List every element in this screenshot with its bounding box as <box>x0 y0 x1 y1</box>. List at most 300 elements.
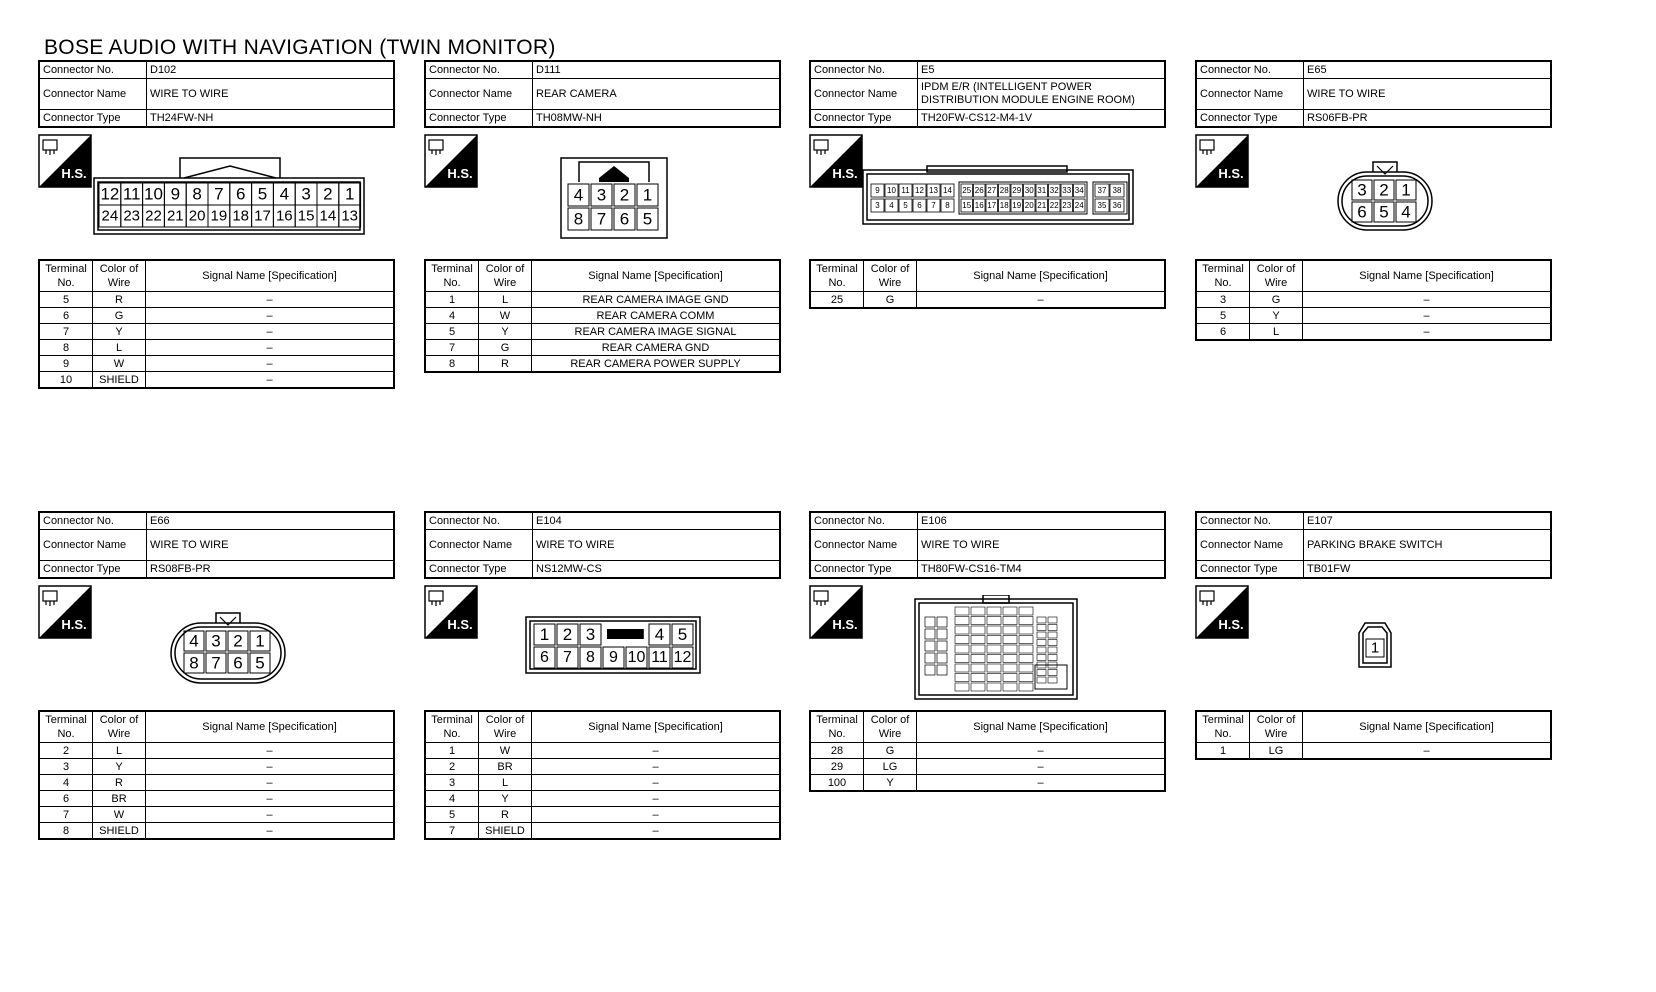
harness-side-icon <box>1195 134 1249 188</box>
connector-panel-e66 <box>38 511 395 851</box>
signal-name-cell: – <box>532 823 781 840</box>
connector-pin: 16 <box>974 201 984 210</box>
connector-pin: 5 <box>903 201 908 210</box>
terminal-no-cell: 10 <box>39 372 93 389</box>
terminal-table <box>424 710 781 840</box>
connector-header <box>1195 511 1552 579</box>
table-row <box>39 791 394 807</box>
connector-name-label: Connector Name <box>425 530 533 561</box>
table-row <box>810 292 1165 309</box>
connector-pin: 7 <box>931 201 936 210</box>
table-row <box>39 743 394 759</box>
terminal-no-cell: 8 <box>39 823 93 840</box>
signal-name-cell: – <box>532 791 781 807</box>
color-of-wire-header: Color of Wire <box>1250 260 1303 292</box>
color-of-wire-header: Color of Wire <box>93 260 146 292</box>
terminal-no-cell: 4 <box>425 791 479 807</box>
connector-panel-e107 <box>1195 511 1552 851</box>
table-row <box>1196 324 1551 341</box>
signal-name-cell: – <box>532 807 781 823</box>
connector-panel-d111 <box>424 60 781 400</box>
connector-pin: 6 <box>917 201 922 210</box>
connector-type-label: Connector Type <box>1196 110 1304 128</box>
terminal-table <box>38 259 395 389</box>
connector-pin: 32 <box>1049 186 1059 195</box>
connector-pin: 5 <box>255 653 265 673</box>
table-row <box>39 308 394 324</box>
terminal-no-cell: 2 <box>425 759 479 775</box>
connector-pin: 1 <box>1401 180 1411 200</box>
table-row <box>425 324 780 340</box>
signal-name-cell: REAR CAMERA IMAGE SIGNAL <box>532 324 781 340</box>
terminal-no-cell: 5 <box>39 292 93 308</box>
wire-color-cell: Y <box>479 791 532 807</box>
table-row <box>39 324 394 340</box>
wire-color-cell: Y <box>93 324 146 340</box>
connector-pin: 8 <box>189 653 199 673</box>
connector-pin: 3 <box>1357 180 1367 200</box>
connector-panel-e104 <box>424 511 781 851</box>
wire-color-cell: G <box>479 340 532 356</box>
terminal-no-cell: 7 <box>425 340 479 356</box>
terminal-no-cell: 6 <box>39 791 93 807</box>
terminal-no-cell: 5 <box>425 324 479 340</box>
connector-type-value: TH80FW-CS16-TM4 <box>918 561 1166 579</box>
terminal-table <box>809 259 1166 309</box>
connector-type-label: Connector Type <box>810 110 918 128</box>
terminal-no-cell: 1 <box>425 292 479 308</box>
connector-pin: 14 <box>943 186 952 195</box>
connector-pin: 31 <box>1037 186 1047 195</box>
signal-name-cell: – <box>532 743 781 759</box>
color-of-wire-header: Color of Wire <box>479 711 532 743</box>
connector-pin: 2 <box>233 631 243 651</box>
signal-name-cell: REAR CAMERA IMAGE GND <box>532 292 781 308</box>
hs-label: H.S. <box>447 166 473 181</box>
terminal-no-cell: 5 <box>425 807 479 823</box>
terminal-no-cell: 28 <box>810 743 864 759</box>
connector-pin: 13 <box>341 207 359 225</box>
terminal-no-cell: 5 <box>1196 308 1250 324</box>
connector-pin: 22 <box>1049 201 1059 210</box>
terminal-no-cell: 7 <box>39 324 93 340</box>
connector-pin: 2 <box>323 184 333 204</box>
color-of-wire-header: Color of Wire <box>864 260 917 292</box>
connector-pin: 8 <box>945 201 950 210</box>
connector-no-value: E107 <box>1304 512 1552 530</box>
wire-color-cell: L <box>479 775 532 791</box>
signal-name-cell: – <box>532 759 781 775</box>
terminal-no-cell: 9 <box>39 356 93 372</box>
wire-color-cell: R <box>479 807 532 823</box>
table-row <box>39 292 394 308</box>
connector-pin: 13 <box>929 186 938 195</box>
connector-face-diagram <box>168 611 288 687</box>
terminal-no-cell: 3 <box>39 759 93 775</box>
signal-name-cell: – <box>146 743 395 759</box>
connector-face-diagram <box>1355 619 1395 671</box>
connector-no-value: E65 <box>1304 61 1552 79</box>
connector-no-label: Connector No. <box>810 512 918 530</box>
table-row <box>39 356 394 372</box>
connector-no-value: D111 <box>533 61 781 79</box>
table-row <box>425 308 780 324</box>
connector-type-value: NS12MW-CS <box>533 561 781 579</box>
terminal-no-cell: 25 <box>810 292 864 309</box>
table-row <box>39 807 394 823</box>
wire-color-cell: SHIELD <box>479 823 532 840</box>
connector-pin: 29 <box>1012 186 1022 195</box>
connector-name-value: PARKING BRAKE SWITCH <box>1304 530 1552 561</box>
connector-panel-d102 <box>38 60 395 400</box>
connector-no-label: Connector No. <box>1196 512 1304 530</box>
signal-name-header: Signal Name [Specification] <box>532 711 781 743</box>
terminal-table <box>38 710 395 840</box>
connector-pin: 3 <box>211 631 221 651</box>
signal-name-header: Signal Name [Specification] <box>1303 260 1552 292</box>
signal-name-cell: – <box>146 324 395 340</box>
terminal-no-cell: 1 <box>425 743 479 759</box>
connector-pin: 22 <box>145 207 162 225</box>
connector-pin: 6 <box>235 184 246 204</box>
connector-pin: 6 <box>233 653 243 673</box>
connector-pin: 8 <box>573 209 584 229</box>
color-of-wire-header: Color of Wire <box>479 260 532 292</box>
terminal-no-header: Terminal No. <box>810 260 864 292</box>
table-row <box>39 823 394 840</box>
signal-name-cell: – <box>917 775 1166 792</box>
table-row <box>425 743 780 759</box>
connector-pin: 25 <box>962 186 972 195</box>
connector-pin: 9 <box>609 649 618 666</box>
connector-type-value: TB01FW <box>1304 561 1552 579</box>
connector-pin: 37 <box>1097 186 1107 195</box>
connector-name-value: WIRE TO WIRE <box>1304 79 1552 110</box>
signal-name-header: Signal Name [Specification] <box>917 711 1166 743</box>
connector-name-value: WIRE TO WIRE <box>533 530 781 561</box>
harness-side-icon <box>424 585 478 639</box>
terminal-no-header: Terminal No. <box>39 711 93 743</box>
connector-pin: 24 <box>1074 201 1084 210</box>
connector-pin: 10 <box>627 649 646 666</box>
signal-name-cell: – <box>146 292 395 308</box>
connector-pin: 36 <box>1112 201 1122 210</box>
terminal-no-cell: 8 <box>425 356 479 373</box>
connector-pin: 10 <box>887 186 896 195</box>
connector-pin: 14 <box>319 207 337 225</box>
connector-pin: 7 <box>211 653 221 673</box>
terminal-no-header: Terminal No. <box>810 711 864 743</box>
hs-label: H.S. <box>832 617 858 632</box>
terminal-no-cell: 6 <box>1196 324 1250 341</box>
terminal-no-cell: 7 <box>425 823 479 840</box>
connector-no-label: Connector No. <box>810 61 918 79</box>
signal-name-header: Signal Name [Specification] <box>1303 711 1552 743</box>
connector-type-value: RS08FB-PR <box>147 561 395 579</box>
connector-pin: 18 <box>232 207 250 225</box>
terminal-no-cell: 7 <box>39 807 93 823</box>
connector-pin: 11 <box>901 186 910 195</box>
connector-pin: 19 <box>210 207 228 225</box>
signal-name-cell: – <box>146 308 395 324</box>
wire-color-cell: G <box>93 308 146 324</box>
connector-pin: 6 <box>1357 202 1367 222</box>
harness-side-icon <box>38 585 92 639</box>
connector-pin: 20 <box>188 207 206 225</box>
hs-label: H.S. <box>1218 617 1244 632</box>
hs-label: H.S. <box>447 617 473 632</box>
table-row <box>1196 743 1551 760</box>
terminal-no-cell: 4 <box>39 775 93 791</box>
wire-color-cell: L <box>479 292 532 308</box>
harness-side-icon <box>809 585 863 639</box>
connector-pin: 4 <box>1401 202 1411 222</box>
connector-header <box>1195 60 1552 128</box>
terminal-no-cell: 1 <box>1196 743 1250 760</box>
signal-name-cell: – <box>532 775 781 791</box>
connector-pin: 2 <box>1379 180 1389 200</box>
table-row <box>39 759 394 775</box>
connector-pin: 3 <box>596 185 607 205</box>
connector-pin: 3 <box>585 625 596 644</box>
connector-pin: 4 <box>189 631 199 651</box>
connector-pin: 9 <box>170 184 181 204</box>
connector-pin: 9 <box>875 186 880 195</box>
signal-name-cell: – <box>146 775 395 791</box>
signal-name-header: Signal Name [Specification] <box>917 260 1166 292</box>
connector-type-label: Connector Type <box>39 561 147 579</box>
signal-name-cell: – <box>1303 308 1552 324</box>
table-row <box>425 791 780 807</box>
wire-color-cell: BR <box>93 791 146 807</box>
connector-face-diagram <box>92 156 367 236</box>
signal-name-cell: – <box>146 807 395 823</box>
wire-color-cell: R <box>93 775 146 791</box>
wire-color-cell: L <box>1250 324 1303 341</box>
signal-name-cell: – <box>146 356 395 372</box>
table-row <box>425 823 780 840</box>
terminal-no-cell: 8 <box>39 340 93 356</box>
signal-name-cell: – <box>146 340 395 356</box>
terminal-table <box>1195 259 1552 341</box>
color-of-wire-header: Color of Wire <box>93 711 146 743</box>
connector-pin: 21 <box>1037 201 1047 210</box>
connector-name-label: Connector Name <box>425 79 533 110</box>
wire-color-cell: Y <box>479 324 532 340</box>
connector-panel-e5 <box>809 60 1166 400</box>
connector-header <box>38 511 395 579</box>
connector-pin: 4 <box>279 184 290 204</box>
signal-name-cell: REAR CAMERA GND <box>532 340 781 356</box>
connector-type-value: TH08MW-NH <box>533 110 781 128</box>
connector-name-label: Connector Name <box>810 530 918 561</box>
connector-pin: 1 <box>344 184 355 204</box>
connector-type-value: TH20FW-CS12-M4-1V <box>918 110 1166 128</box>
connector-name-label: Connector Name <box>1196 79 1304 110</box>
connector-face-diagram <box>524 615 704 677</box>
connector-pin: 7 <box>563 649 572 666</box>
signal-name-cell: REAR CAMERA POWER SUPPLY <box>532 356 781 373</box>
wire-color-cell: Y <box>1250 308 1303 324</box>
wire-color-cell: R <box>479 356 532 373</box>
signal-name-header: Signal Name [Specification] <box>146 711 395 743</box>
table-row <box>1196 308 1551 324</box>
wire-color-cell: BR <box>479 759 532 775</box>
connector-pin: 30 <box>1024 186 1034 195</box>
table-row <box>425 356 780 373</box>
connector-name-label: Connector Name <box>1196 530 1304 561</box>
connector-no-value: E66 <box>147 512 395 530</box>
connector-pin: 1 <box>539 625 550 644</box>
table-row <box>425 759 780 775</box>
connector-no-value: E104 <box>533 512 781 530</box>
connector-pin: 11 <box>122 184 141 204</box>
color-of-wire-header: Color of Wire <box>864 711 917 743</box>
terminal-table <box>1195 710 1552 760</box>
table-row <box>1196 292 1551 308</box>
wire-color-cell: W <box>479 308 532 324</box>
connector-pin: 34 <box>1074 186 1084 195</box>
connector-name-value: REAR CAMERA <box>533 79 781 110</box>
connector-pin: 7 <box>214 184 224 204</box>
wire-color-cell: G <box>1250 292 1303 308</box>
harness-side-icon <box>424 134 478 188</box>
terminal-no-cell: 3 <box>425 775 479 791</box>
connector-pin: 1 <box>255 631 265 651</box>
connector-pin: 4 <box>573 185 584 205</box>
connector-type-label: Connector Type <box>425 110 533 128</box>
wire-color-cell: G <box>864 292 917 309</box>
signal-name-cell: – <box>146 372 395 389</box>
connector-pin: 7 <box>596 209 607 229</box>
connector-pin: 12 <box>673 649 692 666</box>
connector-face-diagram <box>913 595 1079 703</box>
wire-color-cell: W <box>479 743 532 759</box>
connector-type-value: RS06FB-PR <box>1304 110 1552 128</box>
page-title: BOSE AUDIO WITH NAVIGATION (TWIN MONITOR) <box>44 36 556 59</box>
connector-pin: 19 <box>1012 201 1022 210</box>
terminal-no-cell: 2 <box>39 743 93 759</box>
terminal-no-cell: 29 <box>810 759 864 775</box>
table-row <box>810 743 1165 759</box>
connector-type-value: TH24FW-NH <box>147 110 395 128</box>
connector-name-value: WIRE TO WIRE <box>147 530 395 561</box>
connector-name-value: WIRE TO WIRE <box>147 79 395 110</box>
connector-no-label: Connector No. <box>39 61 147 79</box>
terminal-no-cell: 3 <box>1196 292 1250 308</box>
table-row <box>425 292 780 308</box>
wire-color-cell: LG <box>864 759 917 775</box>
connector-pin: 24 <box>101 207 119 225</box>
connector-pin: 15 <box>297 207 315 225</box>
terminal-no-cell: 6 <box>39 308 93 324</box>
wire-color-cell: LG <box>1250 743 1303 760</box>
connector-pin: 10 <box>144 184 163 204</box>
terminal-table <box>809 710 1166 792</box>
hs-label: H.S. <box>61 617 87 632</box>
connector-pin: 33 <box>1062 186 1072 195</box>
connector-pin: 5 <box>1379 202 1389 222</box>
connector-pin: 38 <box>1112 186 1122 195</box>
connector-pin: 3 <box>301 184 311 204</box>
connector-pin: 11 <box>651 649 668 666</box>
connector-name-label: Connector Name <box>810 79 918 110</box>
terminal-no-header: Terminal No. <box>425 711 479 743</box>
signal-name-header: Signal Name [Specification] <box>532 260 781 292</box>
table-row <box>810 775 1165 792</box>
connector-header <box>424 60 781 128</box>
color-of-wire-header: Color of Wire <box>1250 711 1303 743</box>
table-row <box>425 340 780 356</box>
wire-color-cell: W <box>93 807 146 823</box>
signal-name-cell: – <box>146 791 395 807</box>
connector-no-value: E106 <box>918 512 1166 530</box>
connector-type-label: Connector Type <box>39 110 147 128</box>
connector-no-label: Connector No. <box>425 61 533 79</box>
connector-type-label: Connector Type <box>810 561 918 579</box>
connector-no-label: Connector No. <box>1196 61 1304 79</box>
wire-color-cell: Y <box>93 759 146 775</box>
table-row <box>810 759 1165 775</box>
signal-name-cell: – <box>1303 292 1552 308</box>
hs-label: H.S. <box>1218 166 1244 181</box>
connector-face-diagram <box>861 164 1136 230</box>
table-row <box>39 340 394 356</box>
connector-pin: 23 <box>1062 201 1072 210</box>
signal-name-cell: – <box>917 743 1166 759</box>
connector-pin: 5 <box>677 625 688 644</box>
connector-name-label: Connector Name <box>39 530 147 561</box>
wire-color-cell: L <box>93 743 146 759</box>
table-row <box>39 775 394 791</box>
connector-pin: 1 <box>642 185 653 205</box>
connector-pin: 35 <box>1097 201 1107 210</box>
harness-side-icon <box>809 134 863 188</box>
connector-pin: 5 <box>642 209 653 229</box>
connector-header <box>809 511 1166 579</box>
connector-name-value: IPDM E/R (INTELLIGENT POWER DISTRIBUTION MODULE ENGINE ROOM) <box>918 79 1166 110</box>
connector-pin: 6 <box>619 209 630 229</box>
connector-pin: 12 <box>100 184 120 204</box>
connector-no-value: E5 <box>918 61 1166 79</box>
terminal-no-header: Terminal No. <box>425 260 479 292</box>
signal-name-cell: – <box>917 292 1166 309</box>
connector-pin: 21 <box>166 207 184 225</box>
wire-color-cell: G <box>864 743 917 759</box>
wire-color-cell: R <box>93 292 146 308</box>
hs-label: H.S. <box>61 166 87 181</box>
connector-pin: 8 <box>586 649 595 666</box>
terminal-no-cell: 4 <box>425 308 479 324</box>
connector-no-label: Connector No. <box>425 512 533 530</box>
connector-pin: 17 <box>254 207 271 225</box>
harness-side-icon <box>38 134 92 188</box>
connector-pin: 5 <box>257 184 268 204</box>
connector-panel-e65 <box>1195 60 1552 400</box>
table-row <box>425 807 780 823</box>
connector-pin: 2 <box>619 185 630 205</box>
connector-pin: 28 <box>999 186 1009 195</box>
wire-color-cell: L <box>93 340 146 356</box>
connector-pin: 2 <box>562 625 573 644</box>
connector-pin: 27 <box>987 186 997 195</box>
terminal-no-cell: 100 <box>810 775 864 792</box>
signal-name-cell: REAR CAMERA COMM <box>532 308 781 324</box>
signal-name-cell: – <box>917 759 1166 775</box>
connector-type-label: Connector Type <box>425 561 533 579</box>
connector-face-diagram <box>1335 160 1435 234</box>
connector-pin: 23 <box>123 207 141 225</box>
